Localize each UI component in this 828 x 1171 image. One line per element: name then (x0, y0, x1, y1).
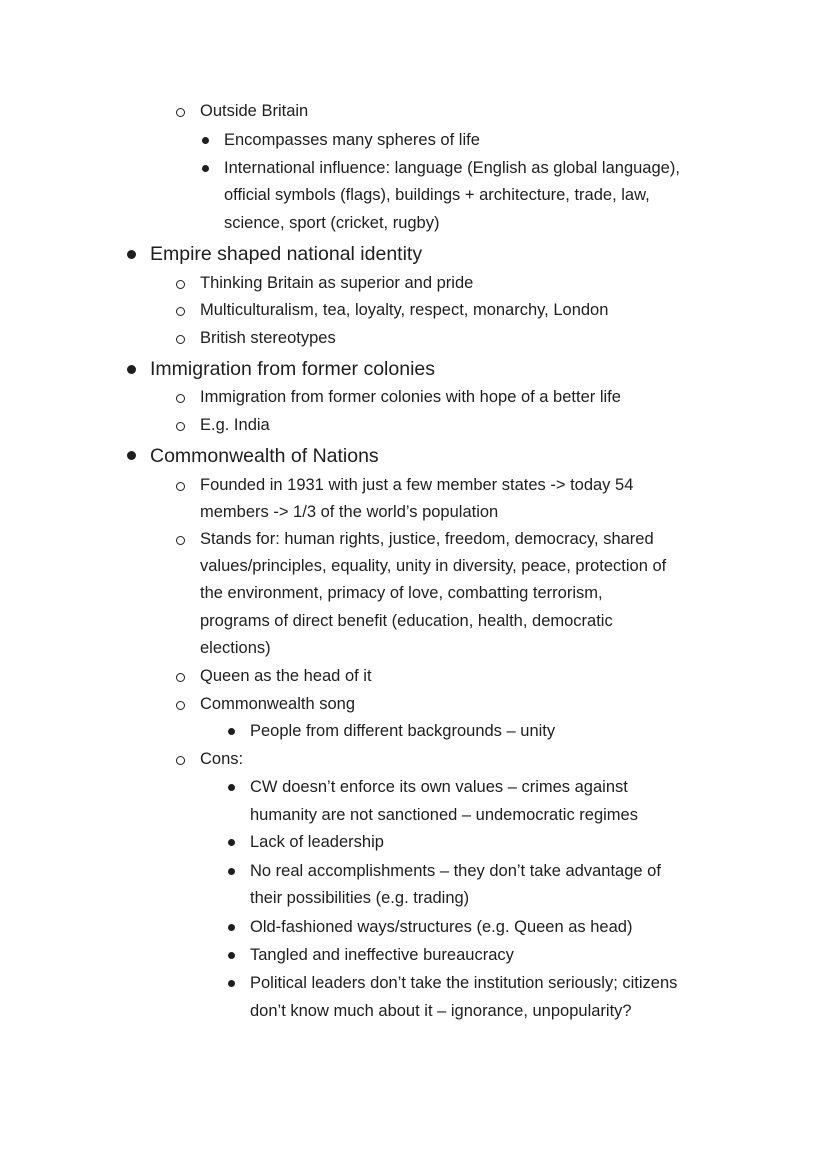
section-heading: Empire shaped national identity (150, 243, 423, 265)
list-item-text: British stereotypes (200, 329, 336, 347)
bullet-icon (228, 980, 235, 987)
hollow-circle-bullet-icon (176, 756, 185, 765)
list-item-text: Stands for: human rights, justice, freedom, democracy, shared (200, 530, 654, 548)
list-item-text: Old-fashioned ways/structures (e.g. Queen as head) (250, 918, 633, 936)
list-item-text: No real accomplishments – they don’t take advantage of (250, 862, 661, 880)
hollow-circle-bullet-icon (176, 536, 185, 545)
list-item-text: elections) (200, 639, 271, 657)
list-item-text: CW doesn’t enforce its own values – crimes against (250, 778, 628, 796)
hollow-circle-bullet-icon (176, 482, 185, 491)
bullet-icon (228, 868, 235, 875)
bullet-icon (228, 839, 235, 846)
list-item-text: science, sport (cricket, rugby) (224, 214, 440, 232)
list-item-text: Cons: (200, 750, 244, 768)
hollow-circle-bullet-icon (176, 335, 185, 344)
bullet-icon (228, 784, 235, 791)
hollow-circle-bullet-icon (176, 673, 185, 682)
hollow-circle-bullet-icon (176, 108, 185, 117)
list-item-text: Founded in 1931 with just a few member states -> today 54 (200, 476, 634, 494)
bullet-icon (228, 952, 235, 959)
list-item-text: Outside Britain (200, 102, 309, 120)
list-item-text: Tangled and ineffective bureaucracy (250, 946, 514, 964)
list-item-text: members -> 1/3 of the world’s population (200, 503, 499, 521)
list-item-text: E.g. India (200, 416, 270, 434)
hollow-circle-bullet-icon (176, 280, 185, 289)
list-item-text: programs of direct benefit (education, health, democratic (200, 612, 613, 630)
bullet-icon (127, 451, 136, 460)
section-heading: Commonwealth of Nations (150, 445, 379, 467)
bullet-icon (202, 137, 209, 144)
hollow-circle-bullet-icon (176, 422, 185, 431)
hollow-circle-bullet-icon (176, 307, 185, 316)
list-item-text: Encompasses many spheres of life (224, 131, 480, 149)
list-item-text: Lack of leadership (250, 833, 384, 851)
bullet-icon (127, 250, 136, 259)
list-item-text: official symbols (flags), buildings + architecture, trade, law, (224, 186, 650, 204)
hollow-circle-bullet-icon (176, 701, 185, 710)
hollow-circle-bullet-icon (176, 394, 185, 403)
bullet-icon (202, 165, 209, 172)
list-item-text: Multiculturalism, tea, loyalty, respect, monarchy, London (200, 301, 609, 319)
list-item-text: don’t know much about it – ignorance, unpopularity? (250, 1002, 632, 1020)
section-heading: Immigration from former colonies (150, 358, 435, 380)
list-item-text: their possibilities (e.g. trading) (250, 889, 470, 907)
list-item-text: values/principles, equality, unity in diversity, peace, protection of (200, 557, 667, 575)
list-item-text: Political leaders don’t take the institution seriously; citizens (250, 974, 678, 992)
list-item-text: humanity are not sanctioned – undemocratic regimes (250, 806, 638, 824)
list-item-text: International influence: language (English as global language), (224, 159, 680, 177)
list-item-text: People from different backgrounds – unity (250, 722, 556, 740)
list-item-text: the environment, primacy of love, combatting terrorism, (200, 584, 603, 602)
bullet-icon (228, 728, 235, 735)
bullet-icon (127, 365, 136, 374)
list-item-text: Immigration from former colonies with hope of a better life (200, 388, 621, 406)
bullet-icon (228, 924, 235, 931)
list-item-text: Thinking Britain as superior and pride (200, 274, 474, 292)
list-item-text: Commonwealth song (200, 695, 355, 713)
list-item-text: Queen as the head of it (200, 667, 372, 685)
